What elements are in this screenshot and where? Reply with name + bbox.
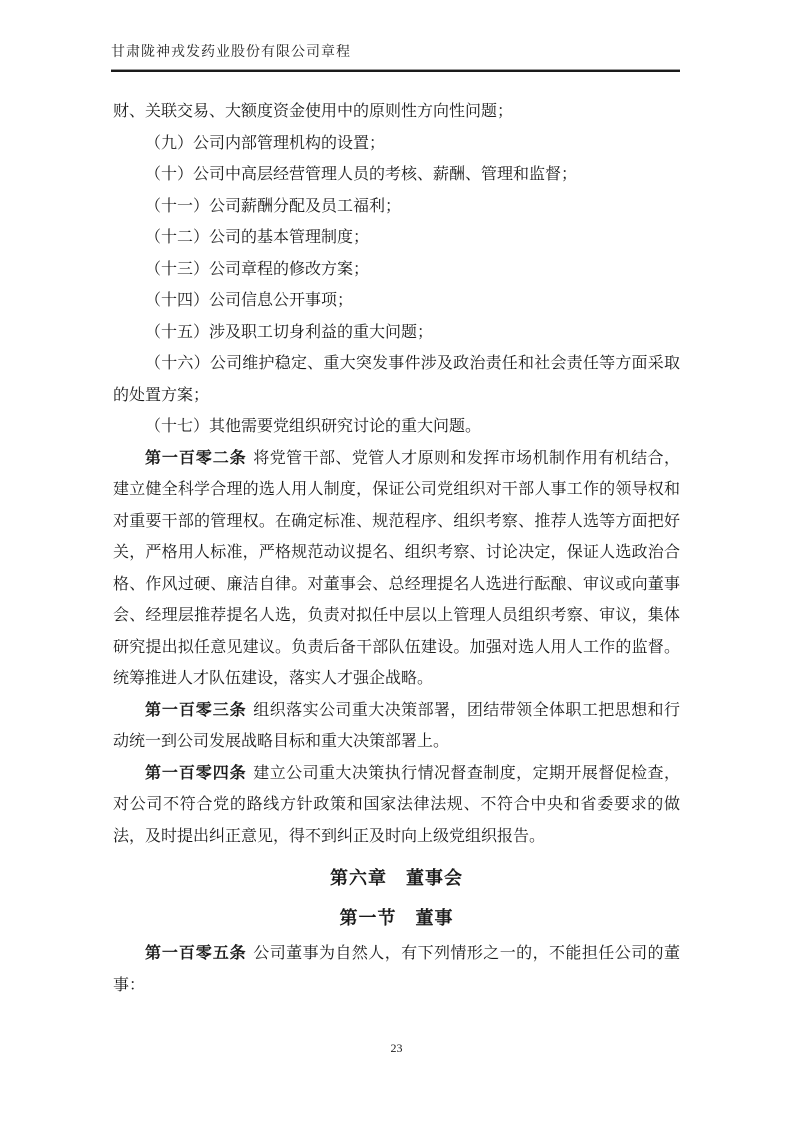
page-number: 23 — [390, 1041, 403, 1055]
list-item-13: （十三）公司章程的修改方案； — [145, 260, 370, 278]
list-item-9: （九）公司内部管理机构的设置； — [145, 134, 386, 152]
header-title: 甘肃陇神戎发药业股份有限公司章程 — [111, 45, 351, 60]
paragraph-continuation: 财、关联交易、大额度资金使用中的原则性方向性问题； — [113, 103, 514, 120]
article-102 — [113, 443, 680, 695]
article-105-number: 第一百零五条 — [145, 945, 247, 962]
article-104-text: 建立公司重大决策执行情况督查制度，定期开展督促检查，对公司不符合党的路线方针政策和国家法律法规、不符合中央和省委要求的做法，及时提出纠正意见，得不到纠正及时向上级党组织报告。 — [113, 764, 680, 845]
article-103-number: 第一百零三条 — [145, 701, 247, 719]
article-103-text: 组织落实公司重大决策部署，团结带领全体职工把思想和行动统一到公司发展战略目标和重大决策部署上。 — [113, 701, 680, 750]
list-item-14: （十四）公司信息公开事项； — [145, 292, 354, 309]
article-105 — [113, 938, 680, 1001]
page-header — [111, 44, 680, 72]
list-item-16: （十六）公司维护稳定、重大突发事件涉及政治责任和社会责任等方面采取的处置方案； — [113, 355, 680, 404]
article-105-text: 公司董事为自然人，有下列情形之一的，不能担任公司的董事： — [113, 945, 680, 994]
article-103 — [113, 695, 680, 758]
section-heading: 第一节 董事 — [339, 908, 454, 928]
article-104 — [113, 758, 680, 853]
list-item-12: （十二）公司的基本管理制度； — [145, 229, 370, 246]
article-104-number: 第一百零四条 — [145, 764, 247, 782]
article-102-number: 第一百零二条 — [145, 449, 247, 467]
list-item-17: （十七）其他需要党组织研究讨论的重大问题。 — [145, 418, 482, 435]
list-item-11: （十一）公司薪酬分配及员工福利； — [145, 197, 402, 215]
list-item-10: （十）公司中高层经营管理人员的考核、薪酬、管理和监督； — [145, 166, 578, 183]
list-item-15: （十五）涉及职工切身利益的重大问题； — [145, 323, 434, 341]
header-rule — [111, 69, 680, 72]
chapter-heading: 第六章 董事会 — [330, 868, 463, 888]
article-102-text: 将党管干部、党管人才原则和发挥市场机制作用有机结合，建立健全科学合理的选人用人制度，保证公司党组织对干部人事工作的领导权和对重要干部的管理权。在确定标准、规范程序、组织考察、推荐人选等方面把好关，严格用人标准，严格规范动议提名、组织考察、讨论决定，保证人选政治合格、作风过硬、廉洁自律。对董事会、总经理提名人选进行酝酿、审议或向董事会、经理层推荐提名人选，负责对拟任中层以上管理人员组织考察、审议，集体研究提出拟任意见建议。负责后备干部队伍建设。加强对选人用人工作的监督。统筹推进人才队伍建设，落实人才强企战略。 — [113, 449, 680, 687]
document-body — [113, 96, 680, 1001]
